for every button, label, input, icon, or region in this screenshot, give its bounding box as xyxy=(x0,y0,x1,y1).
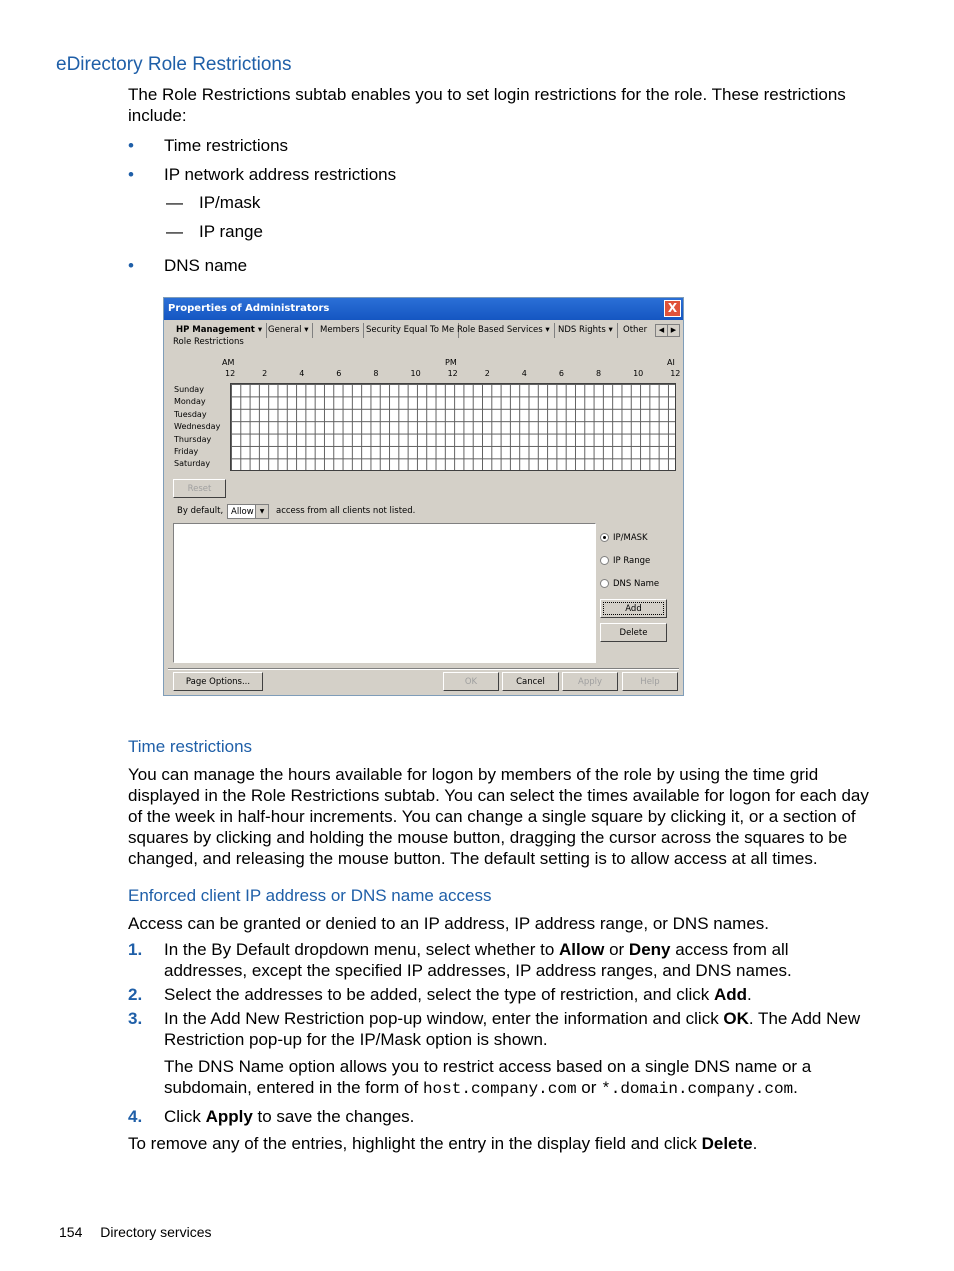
radio-ip-range[interactable]: IP Range xyxy=(600,556,650,566)
hour-label: 6 xyxy=(336,369,342,378)
am-end-label: AI xyxy=(667,358,675,367)
time-restrictions-title: Time restrictions xyxy=(128,737,253,756)
tab-row xyxy=(170,323,680,341)
intro-paragraph: The Role Restrictions subtab enables you to set login restrictions for the role. These restrictions include: xyxy=(128,85,846,125)
tab-members[interactable]: Members xyxy=(320,323,364,338)
tab-nds-rights[interactable]: NDS Rights ▾ xyxy=(558,323,618,338)
close-icon[interactable]: X xyxy=(664,300,681,317)
add-button[interactable]: Add xyxy=(600,599,667,618)
dialog-title: Properties of Administrators xyxy=(168,303,330,314)
allow-select[interactable]: Allow ▼ xyxy=(227,504,269,519)
tab-general[interactable]: General ▾ xyxy=(268,323,313,338)
hour-label: 10 xyxy=(410,369,421,378)
day-label: Wednesday xyxy=(174,422,221,432)
hour-label: 2 xyxy=(484,369,490,378)
page-footer xyxy=(59,1224,226,1240)
delete-button[interactable]: Delete xyxy=(600,623,667,642)
radio-off-icon xyxy=(600,556,609,565)
tab-security-equal[interactable]: Security Equal To Me xyxy=(366,323,459,338)
tab-hp-management[interactable]: HP Management ▾ xyxy=(176,323,267,338)
day-label: Sunday xyxy=(174,385,204,394)
hour-label: 12 xyxy=(670,369,681,378)
day-label: Monday xyxy=(174,397,206,407)
time-restrictions-paragraph: You can manage the hours available for logon by members of the role by using the time grid displayed in the Role Restrictions subtab. You can select the times available for logon for each day of the week in half-hour increments. You can change a single square by clicking it, or a section of squares by clicking and holding the mouse button, dragging the cursor across the squares to be changed, and releasing the mouse button. The default setting is to allow access at all times. xyxy=(128,765,869,868)
hour-label: 4 xyxy=(521,369,527,378)
hour-label: 6 xyxy=(558,369,564,378)
bullet-icon: • xyxy=(128,136,134,155)
page-options-button[interactable]: Page Options... xyxy=(173,672,263,691)
apply-button[interactable]: Apply xyxy=(562,672,618,691)
day-label: Tuesday xyxy=(174,409,207,419)
day-label: Thursday xyxy=(174,434,212,444)
help-button[interactable]: Help xyxy=(622,672,678,691)
tab-scroll-left-icon[interactable]: ◀ xyxy=(655,324,668,337)
tab-scroll-right-icon[interactable]: ▶ xyxy=(667,324,680,337)
ip-access-title: Enforced client IP address or DNS name access xyxy=(128,886,492,905)
hour-label: 10 xyxy=(633,369,644,378)
reset-button[interactable]: Reset xyxy=(173,479,226,498)
hour-label: 8 xyxy=(373,369,379,378)
hour-label: 8 xyxy=(596,369,602,378)
chevron-down-icon: ▼ xyxy=(255,505,268,518)
section-title: eDirectory Role Restrictions xyxy=(56,54,292,75)
time-grid[interactable] xyxy=(230,383,676,471)
radio-off-icon xyxy=(600,579,609,588)
access-text: access from all clients not listed. xyxy=(276,506,416,516)
hour-label: 4 xyxy=(299,369,305,378)
am-label: AM xyxy=(222,358,235,367)
day-label: Friday xyxy=(174,447,199,456)
bullet-icon: • xyxy=(128,165,134,184)
subtab-role-restrictions[interactable]: Role Restrictions xyxy=(173,337,244,347)
separator xyxy=(168,668,679,670)
day-label: Saturday xyxy=(174,459,211,469)
bullet-icon: • xyxy=(128,256,134,275)
radio-dns-name[interactable]: DNS Name xyxy=(600,579,659,589)
radio-on-icon xyxy=(600,533,609,542)
dash-icon: — xyxy=(166,193,183,212)
pm-label: PM xyxy=(445,358,457,367)
tab-role-based-services[interactable]: Role Based Services ▾ xyxy=(457,323,555,338)
cancel-button[interactable]: Cancel xyxy=(502,672,559,691)
dialog-title-bar xyxy=(164,298,683,320)
properties-dialog-screenshot xyxy=(163,297,684,696)
footer-section: Directory services xyxy=(100,1224,212,1240)
remove-paragraph: To remove any of the entries, highlight the entry in the display field and click Delete. xyxy=(128,1134,758,1153)
dash-icon: — xyxy=(166,222,183,241)
page-number: 154 xyxy=(59,1224,83,1240)
radio-ip-mask[interactable]: IP/MASK xyxy=(600,533,648,543)
ok-button[interactable]: OK xyxy=(443,672,499,691)
hour-label: 2 xyxy=(262,369,268,378)
hour-label: 12 xyxy=(225,369,236,378)
by-default-label: By default, xyxy=(177,506,224,516)
tab-other[interactable]: Other xyxy=(623,325,648,335)
restriction-list[interactable] xyxy=(173,523,596,663)
time-grid-area xyxy=(170,356,679,476)
ip-access-paragraph: Access can be granted or denied to an IP address, IP address range, or DNS names. xyxy=(128,914,770,933)
hour-label: 12 xyxy=(447,369,458,378)
